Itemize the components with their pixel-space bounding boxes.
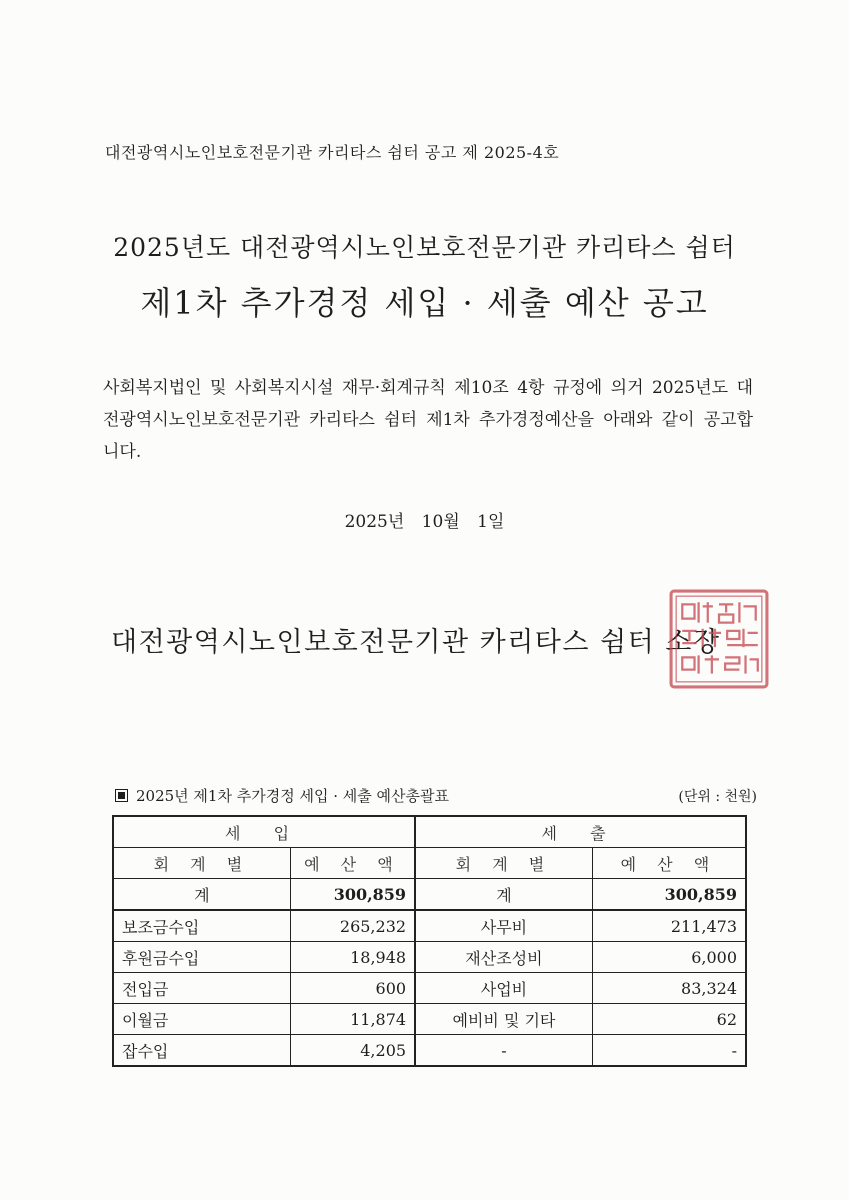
rev-amount: 265,232 — [290, 910, 415, 942]
revenue-header: 세 입 — [113, 816, 415, 848]
table-row — [113, 973, 746, 1004]
exp-item: 사무비 — [415, 910, 592, 942]
exp-amount: 6,000 — [592, 942, 746, 973]
exp-total-label: 계 — [415, 879, 592, 911]
rev-account-header: 회 계 별 — [113, 848, 290, 879]
rev-amount: 600 — [290, 973, 415, 1004]
exp-amount: 83,324 — [592, 973, 746, 1004]
notice-number: 대전광역시노인보호전문기관 카리타스 쉼터 공고 제 2025-4호 — [105, 143, 560, 162]
rev-total-amount: 300,859 — [290, 879, 415, 911]
rev-amount: 4,205 — [290, 1035, 415, 1067]
official-seal-icon — [668, 588, 770, 690]
exp-amount-header: 예 산 액 — [592, 848, 746, 879]
issuer-name: 대전광역시노인보호전문기관 카리타스 쉼터 소장 — [111, 627, 721, 658]
budget-summary-table — [112, 815, 747, 1067]
rev-amount: 18,948 — [290, 942, 415, 973]
total-row — [113, 879, 746, 911]
notice-body: 사회복지법인 및 사회복지시설 재무·회계규칙 제10조 4항 규정에 의거 2025년도 대전광역시노인보호전문기관 카리타스 쉼터 제1차 추가경정예산을 아래와 같이 공고합니다. — [103, 378, 753, 462]
exp-account-header: 회 계 별 — [415, 848, 592, 879]
expense-header: 세 출 — [415, 816, 746, 848]
rev-item: 잡수입 — [113, 1035, 290, 1067]
table-row — [113, 942, 746, 973]
rev-item: 전입금 — [113, 973, 290, 1004]
unit-label: (단위 : 천원) — [678, 789, 757, 805]
title-line-2: 제1차 추가경정 세입 · 세출 예산 공고 — [140, 284, 709, 322]
exp-amount: - — [592, 1035, 746, 1067]
title-line-1: 2025년도 대전광역시노인보호전문기관 카리타스 쉼터 — [113, 233, 736, 262]
exp-item: 재산조성비 — [415, 942, 592, 973]
exp-item: 예비비 및 기타 — [415, 1004, 592, 1035]
table-row — [113, 1035, 746, 1067]
rev-amount-header: 예 산 액 — [290, 848, 415, 879]
exp-total-amount: 300,859 — [592, 879, 746, 911]
table-caption — [115, 785, 449, 806]
table-caption-text: 2025년 제1차 추가경정 세입 · 세출 예산총괄표 — [136, 787, 449, 805]
exp-amount: 211,473 — [592, 910, 746, 942]
exp-item: - — [415, 1035, 592, 1067]
square-bullet-icon — [115, 789, 128, 802]
notice-date: 2025년 10월 1일 — [344, 512, 505, 532]
exp-amount: 62 — [592, 1004, 746, 1035]
exp-item: 사업비 — [415, 973, 592, 1004]
rev-item: 보조금수입 — [113, 910, 290, 942]
table-row — [113, 1004, 746, 1035]
rev-amount: 11,874 — [290, 1004, 415, 1035]
table-row — [113, 910, 746, 942]
rev-item: 이월금 — [113, 1004, 290, 1035]
rev-item: 후원금수입 — [113, 942, 290, 973]
rev-total-label: 계 — [113, 879, 290, 911]
